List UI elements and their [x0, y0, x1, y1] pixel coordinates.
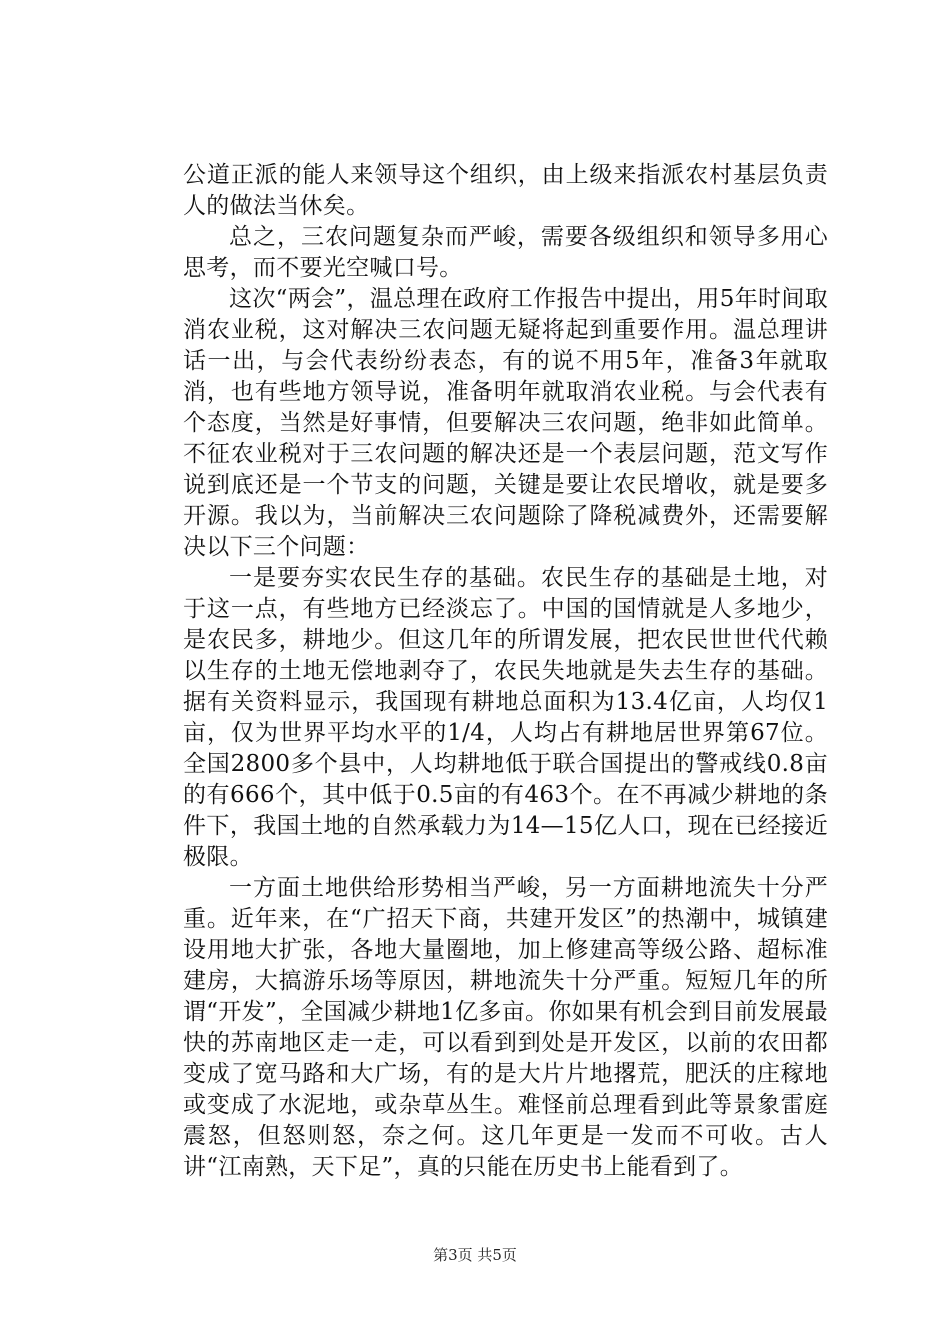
document-body — [183, 160, 828, 1183]
paragraph-continuation: 公道正派的能人来领导这个组织，由上级来指派农村基层负责人的做法当休矣。 — [183, 162, 828, 219]
paragraph-two-sessions: 这次“两会”，温总理在政府工作报告中提出，用5年时间取消农业税，这对解决三农问题无疑将起到重要作用。温总理讲话一出，与会代表纷纷表态，有的说不用5年，准备3年就取消，也有些地方领导说，准备明年就取消农业税。与会代表有个态度，当然是好事情，但要解决三农问题，绝非如此简单。不征农业税对于三农问题的解决还是一个表层问题，范文写作说到底还是一个节支的问题，关键是要让农民增收，就是要多开源。我以为，当前解决三农问题除了降税减费外，还需要解决以下三个问题： — [183, 286, 828, 560]
page-number-footer: 第3页 共5页 — [433, 1246, 517, 1264]
paragraph-land-loss: 一方面土地供给形势相当严峻，另一方面耕地流失十分严重。近年来，在“广招天下商，共建开发区”的热潮中，城镇建设用地大扩张，各地大量圈地，加上修建高等级公路、超标准建房，大搞游乐场等原因，耕地流失十分严重。短短几年的所谓“开发”，全国减少耕地1亿多亩。你如果有机会到目前发展最快的苏南地区走一走，可以看到到处是开发区，以前的农田都变成了宽马路和大广场，有的是大片片地撂荒，肥沃的庄稼地或变成了水泥地，或杂草丛生。难怪前总理看到此等景象雷庭震怒，但怒则怒，奈之何。这几年更是一发而不可收。古人讲“江南熟，天下足”，真的只能在历史书上能看到了。 — [183, 875, 828, 1180]
paragraph-land-foundation: 一是要夯实农民生存的基础。农民生存的基础是土地，对于这一点，有些地方已经淡忘了。中国的国情就是人多地少，是农民多，耕地少。但这几年的所谓发展，把农民世世代代赖以生存的土地无偿地剥夺了，农民失地就是失去生存的基础。据有关资料显示，我国现有耕地总面积为13.4亿亩，人均仅1亩，仅为世界平均水平的1/4，人均占有耕地居世界第67位。全国2800多个县中，人均耕地低于联合国提出的警戒线0.8亩的有666个，其中低于0.5亩的有463个。在不再减少耕地的条件下，我国土地的自然承载力为14—15亿人口，现在已经接近极限。 — [183, 565, 828, 870]
paragraph-summary: 总之，三农问题复杂而严峻，需要各级组织和领导多用心思考，而不要光空喊口号。 — [183, 224, 828, 281]
